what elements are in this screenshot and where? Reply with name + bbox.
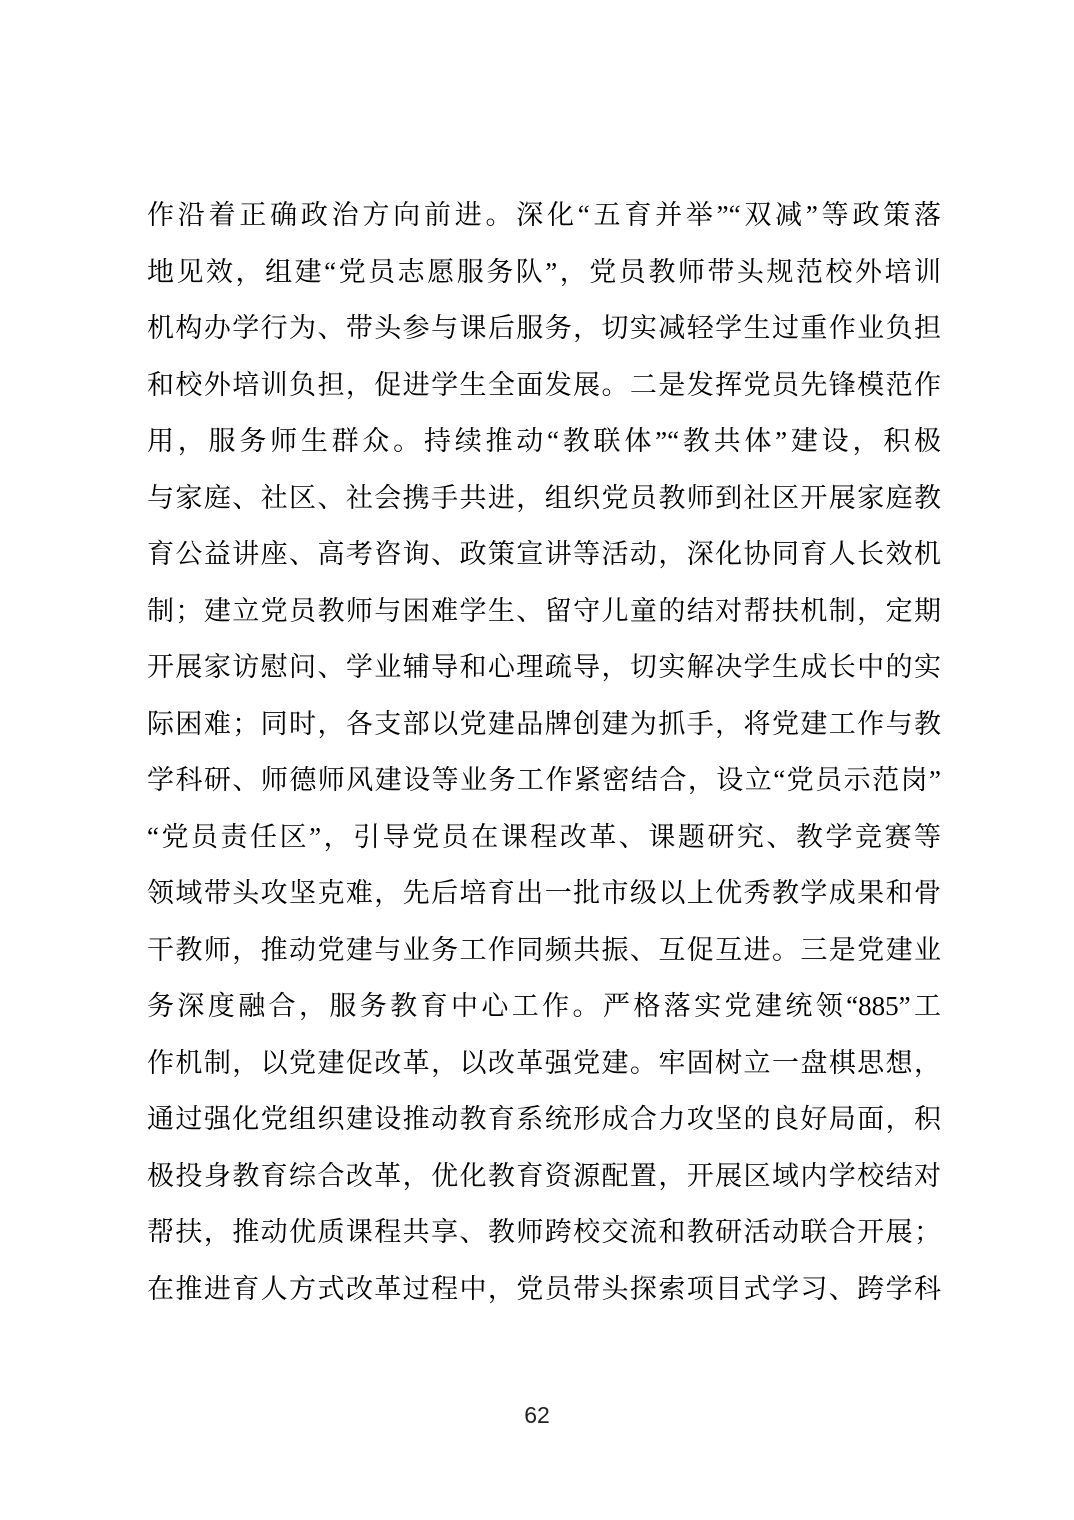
text-line: 作沿着正确政治方向前进。深化“五育并举”“双减”等政策落 — [147, 200, 941, 230]
text-line: 际困难；同时，各支部以党建品牌创建为抓手，将党建工作与教 — [147, 708, 941, 739]
text-line: 机构办学行为、带头参与课后服务，切实减轻学生过重作业负担 — [147, 313, 941, 343]
text-line: 与家庭、社区、社会携手共进，组织党员教师到社区开展家庭教 — [147, 482, 941, 513]
text-line: 通过强化党组织建设推动教育系统形成合力攻坚的良好局面，积 — [147, 1104, 941, 1134]
text-line: 帮扶，推动优质课程共享、教师跨校交流和教研活动联合开展； — [147, 1217, 941, 1247]
text-line: 务深度融合，服务教育中心工作。严格落实党建统领“885”工 — [147, 991, 941, 1021]
text-line: 领域带头攻坚克难，先后培育出一批市级以上优秀教学成果和骨 — [147, 878, 941, 908]
text-line: 和校外培训负担，促进学生全面发展。二是发挥党员先锋模范作 — [147, 369, 941, 400]
text-line: 制；建立党员教师与困难学生、留守儿童的结对帮扶机制，定期 — [147, 595, 941, 626]
text-line: 开展家访慰问、学业辅导和心理疏导，切实解决学生成长中的实 — [147, 652, 941, 682]
text-line: 极投身教育综合改革，优化教育资源配置，开展区域内学校结对 — [147, 1160, 941, 1191]
text-line: “党员责任区”，引导党员在课程改革、课题研究、教学竞赛等 — [147, 821, 941, 852]
text-line: 干教师，推动党建与业务工作同频共振、互促互进。三是党建业 — [147, 934, 941, 965]
text-line: 在推进育人方式改革过程中，党员带头探索项目式学习、跨学科 — [147, 1273, 941, 1304]
text-line: 学科研、师德师风建设等业务工作紧密结合，设立“党员示范岗” — [147, 765, 941, 795]
page-number: 62 — [524, 1402, 550, 1428]
text-line: 用，服务师生群众。持续推动“教联体”“教共体”建设，积极 — [147, 426, 941, 456]
page-footer — [0, 1402, 1074, 1429]
text-line: 地见效，组建“党员志愿服务队”，党员教师带头规范校外培训 — [147, 256, 941, 287]
body-text — [147, 187, 941, 1317]
text-line: 育公益讲座、高考咨询、政策宣讲等活动，深化协同育人长效机 — [147, 539, 941, 569]
text-line: 作机制，以党建促改革，以改革强党建。牢固树立一盘棋思想， — [147, 1047, 941, 1078]
